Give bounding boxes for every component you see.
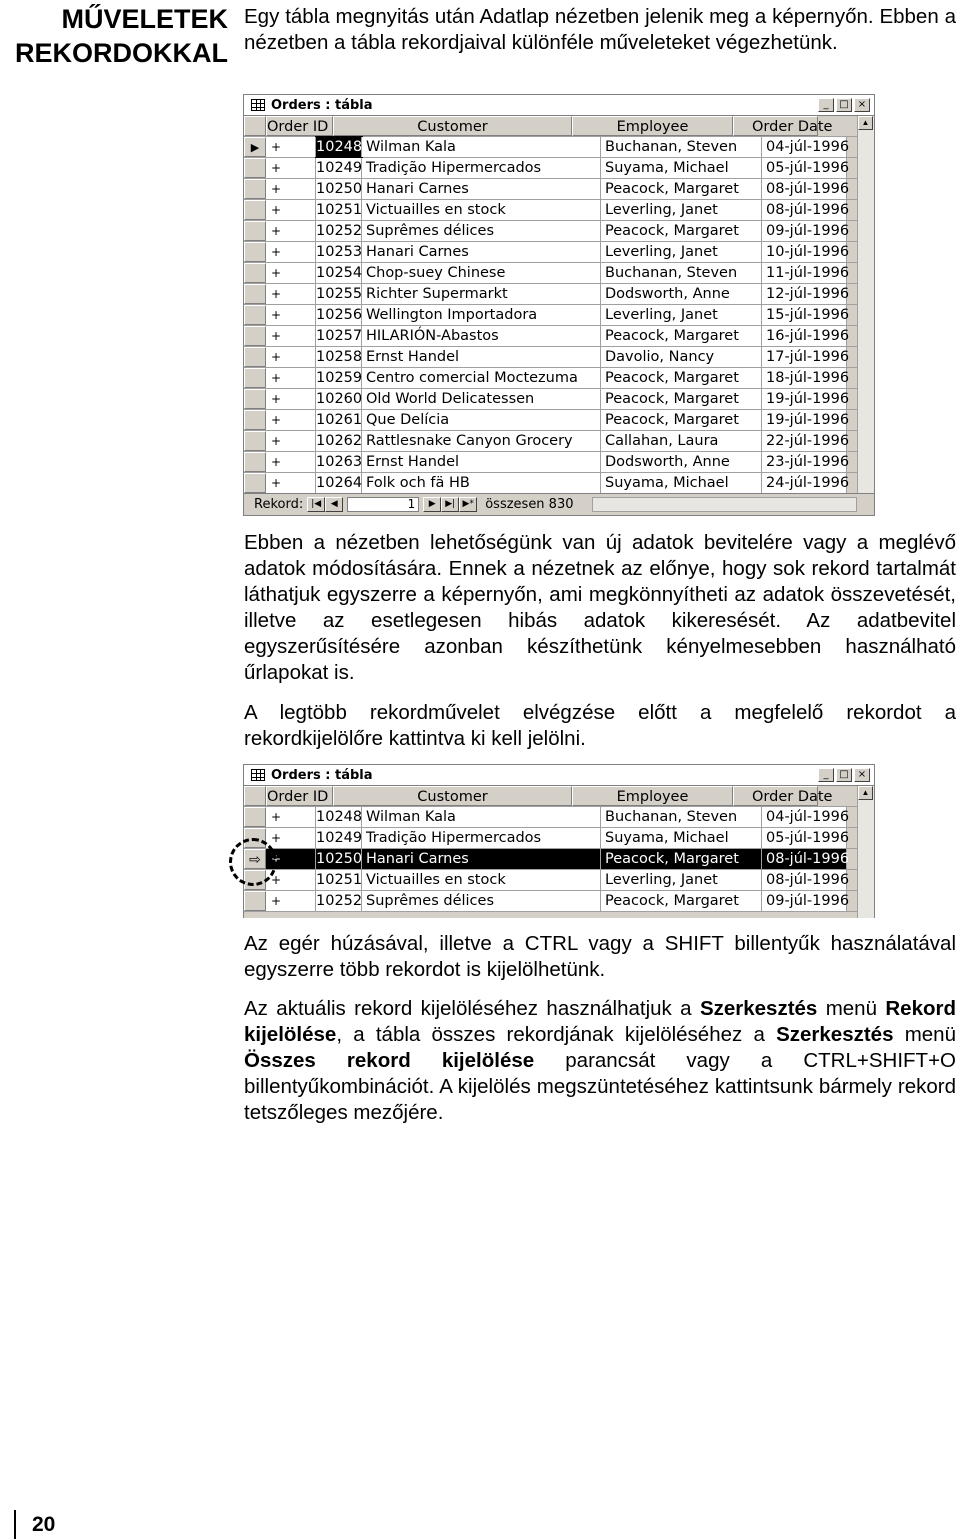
order-id-cell[interactable]: 10249 — [316, 830, 363, 846]
table-row[interactable] — [244, 263, 874, 284]
order-date-cell[interactable]: 12-júl-1996 — [762, 284, 847, 304]
record-selector-pointer-icon[interactable]: ⇨ — [244, 849, 266, 869]
order-id-cell[interactable]: 10256 — [316, 307, 363, 323]
table-row[interactable] — [244, 137, 874, 158]
customer-cell[interactable]: Chop-suey Chinese — [362, 263, 601, 283]
order-date-cell[interactable]: 17-júl-1996 — [762, 347, 847, 367]
table-row[interactable] — [244, 284, 874, 305]
record-selector[interactable] — [244, 452, 266, 472]
expand-subdatasheet-icon[interactable]: + — [266, 326, 316, 346]
window-title: Orders : tábla — [271, 97, 373, 113]
order-date-cell[interactable]: 19-júl-1996 — [762, 389, 847, 409]
record-selector[interactable] — [244, 368, 266, 388]
expand-subdatasheet-icon[interactable]: + — [266, 389, 316, 409]
record-selector[interactable] — [244, 389, 266, 409]
menu-commands-paragraph — [244, 996, 956, 1126]
column-header-order-id[interactable]: Order ID — [266, 116, 333, 136]
record-selector[interactable] — [244, 431, 266, 451]
employee-cell[interactable]: Buchanan, Steven — [601, 263, 762, 283]
order-date-cell[interactable]: 08-júl-1996 — [762, 870, 847, 890]
employee-cell[interactable]: Suyama, Michael — [601, 158, 762, 178]
scroll-up-icon[interactable]: ▲ — [858, 786, 873, 800]
table-row[interactable] — [244, 347, 874, 368]
customer-cell[interactable]: Rattlesnake Canyon Grocery — [362, 431, 601, 451]
order-id-cell[interactable]: 10260 — [316, 391, 363, 407]
order-date-cell[interactable]: 08-júl-1996 — [762, 849, 847, 869]
order-date-cell[interactable]: 18-júl-1996 — [762, 368, 847, 388]
expand-subdatasheet-icon[interactable]: + — [266, 242, 316, 262]
employee-cell[interactable]: Peacock, Margaret — [601, 179, 762, 199]
order-date-cell[interactable]: 08-júl-1996 — [762, 179, 847, 199]
table-row[interactable] — [244, 870, 874, 891]
employee-cell[interactable]: Leverling, Janet — [601, 200, 762, 220]
expand-subdatasheet-icon[interactable]: + — [266, 179, 316, 199]
previous-record-icon[interactable]: ◀ — [325, 497, 343, 512]
minimize-button[interactable]: _ — [818, 768, 834, 782]
order-id-cell[interactable]: 10248 — [316, 139, 363, 155]
order-id-cell[interactable]: 10257 — [316, 328, 363, 344]
order-id-cell[interactable]: 10253 — [316, 244, 363, 260]
customer-cell[interactable]: Ernst Handel — [362, 347, 601, 367]
chapter-title — [0, 2, 228, 70]
text-span: menü — [817, 997, 886, 1020]
employee-cell[interactable]: Peacock, Margaret — [601, 326, 762, 346]
header-row — [244, 116, 874, 137]
expand-subdatasheet-icon[interactable]: + — [266, 305, 316, 325]
orders-table-window — [243, 94, 875, 516]
record-selector[interactable] — [244, 179, 266, 199]
first-record-icon[interactable]: |◀ — [307, 497, 325, 512]
minimize-button[interactable]: _ — [818, 98, 834, 112]
table-icon — [251, 99, 265, 111]
column-header-customer[interactable]: Customer — [333, 116, 572, 136]
vertical-scrollbar[interactable] — [857, 786, 874, 918]
customer-cell[interactable]: Old World Delicatessen — [362, 389, 601, 409]
customer-cell[interactable]: Hanari Carnes — [362, 242, 601, 262]
order-id-cell[interactable]: 10251 — [316, 872, 363, 888]
window-titlebar — [244, 95, 874, 116]
expand-subdatasheet-icon[interactable]: + — [266, 807, 316, 827]
customer-cell[interactable]: Hanari Carnes — [362, 179, 601, 199]
datasheet-paragraph: Ebben a nézetben lehetőségünk van új adatok bevitelére vagy a meglévő adatok módosítására. Ennek a nézetnek az előnye, hogy sok rekord tartalmát láthatjuk egyszerre a képernyőn, ami megkönnyítheti az adatok összevetését, illetve az esetlegesen hibás adatok kikeresését. Az adatbevitel egyszerűsítésére azonban készíthetünk kényelmesebben használható űrlapokat is. — [244, 531, 956, 684]
customer-cell[interactable]: Hanari Carnes — [362, 849, 601, 869]
close-button[interactable]: × — [854, 768, 870, 782]
expand-subdatasheet-icon[interactable]: + — [266, 284, 316, 304]
expand-subdatasheet-icon[interactable]: + — [266, 870, 316, 890]
customer-cell[interactable]: Wilman Kala — [362, 137, 601, 157]
customer-cell[interactable]: Folk och fä HB — [362, 473, 601, 493]
order-date-cell[interactable]: 15-júl-1996 — [762, 305, 847, 325]
customer-cell[interactable]: Tradição Hipermercados — [362, 828, 601, 848]
order-date-cell[interactable]: 23-júl-1996 — [762, 452, 847, 472]
select-all-corner[interactable] — [244, 786, 266, 806]
order-id-cell[interactable]: 10250 — [316, 851, 363, 867]
select-all-corner[interactable] — [244, 116, 266, 136]
page-number: 20 — [14, 1510, 64, 1539]
employee-cell[interactable]: Peacock, Margaret — [601, 891, 762, 911]
order-date-cell[interactable]: 16-júl-1996 — [762, 326, 847, 346]
column-header-order-date[interactable]: Order Date — [733, 786, 818, 806]
expand-subdatasheet-icon[interactable]: + — [266, 200, 316, 220]
order-id-cell[interactable]: 10262 — [316, 433, 363, 449]
table-row[interactable] — [244, 326, 874, 347]
new-record-icon[interactable]: ▶* — [459, 497, 477, 512]
order-date-cell[interactable]: 08-júl-1996 — [762, 200, 847, 220]
expand-subdatasheet-icon[interactable]: + — [266, 452, 316, 472]
customer-cell[interactable]: Centro comercial Moctezuma — [362, 368, 601, 388]
order-date-cell[interactable]: 22-júl-1996 — [762, 431, 847, 451]
column-header-employee[interactable]: Employee — [572, 116, 733, 136]
next-record-icon[interactable]: ▶ — [423, 497, 441, 512]
order-id-cell[interactable]: 10254 — [316, 265, 363, 281]
header-row — [244, 786, 874, 807]
customer-cell[interactable]: Suprêmes délices — [362, 891, 601, 911]
customer-cell[interactable]: Que Delícia — [362, 410, 601, 430]
vertical-scrollbar[interactable] — [857, 116, 874, 515]
record-total: összesen 830 — [485, 497, 574, 512]
window-titlebar — [244, 765, 874, 786]
order-date-cell[interactable]: 09-júl-1996 — [762, 891, 847, 911]
current-record-arrow-icon[interactable]: ▶ — [244, 137, 266, 157]
chapter-title-line2: REKORDOKKAL — [15, 38, 228, 68]
customer-cell[interactable]: Victuailles en stock — [362, 200, 601, 220]
expand-subdatasheet-icon[interactable]: + — [266, 221, 316, 241]
close-button[interactable]: × — [854, 98, 870, 112]
record-selector[interactable] — [244, 263, 266, 283]
customer-cell[interactable]: Richter Supermarkt — [362, 284, 601, 304]
employee-cell[interactable]: Davolio, Nancy — [601, 347, 762, 367]
multi-select-paragraph: Az egér húzásával, illetve a CTRL vagy a SHIFT billentyűk használatával egyszerre több rekordot is kijelölhetünk. — [244, 932, 956, 981]
expand-subdatasheet-icon[interactable]: + — [266, 473, 316, 493]
chapter-title-line1: MŰVELETEK — [61, 4, 228, 34]
table-row[interactable] — [244, 410, 874, 431]
employee-cell[interactable]: Leverling, Janet — [601, 305, 762, 325]
window-title: Orders : tábla — [271, 767, 373, 783]
record-selector[interactable] — [244, 221, 266, 241]
expand-subdatasheet-icon[interactable]: + — [266, 828, 316, 848]
table-row[interactable] — [244, 305, 874, 326]
expand-subdatasheet-icon[interactable]: + — [266, 137, 316, 157]
expand-subdatasheet-icon[interactable]: + — [266, 347, 316, 367]
record-selector[interactable] — [244, 158, 266, 178]
table-row[interactable] — [244, 179, 874, 200]
employee-cell[interactable]: Peacock, Margaret — [601, 221, 762, 241]
customer-cell[interactable]: Suprêmes délices — [362, 221, 601, 241]
text-span: , a tábla összes rekordjának kijelöléséhez a — [336, 1023, 777, 1046]
order-id-cell[interactable]: 10259 — [316, 370, 363, 386]
order-id-cell[interactable]: 10252 — [316, 893, 363, 909]
employee-cell[interactable]: Dodsworth, Anne — [601, 284, 762, 304]
employee-cell[interactable]: Peacock, Margaret — [601, 389, 762, 409]
expand-subdatasheet-icon[interactable]: + — [266, 891, 316, 911]
text-span: parancsát vagy a CTRL+SHIFT+O billentyűkombinációt. A kijelölés megszüntetéséhez kattintsunk bármely rekord tetszőleges mezőjére. — [244, 1049, 956, 1124]
employee-cell[interactable]: Callahan, Laura — [601, 431, 762, 451]
record-number-input[interactable]: 1 — [347, 497, 419, 512]
order-id-cell[interactable]: 10249 — [316, 160, 363, 176]
last-record-icon[interactable]: ▶| — [441, 497, 459, 512]
table-row[interactable] — [244, 807, 874, 828]
record-selector[interactable] — [244, 326, 266, 346]
order-date-cell[interactable]: 04-júl-1996 — [762, 807, 847, 827]
table-row[interactable] — [244, 891, 874, 912]
text-span: menü — [893, 1023, 956, 1046]
expand-subdatasheet-icon[interactable]: + — [266, 368, 316, 388]
order-date-cell[interactable]: 10-júl-1996 — [762, 242, 847, 262]
record-selector[interactable] — [244, 807, 266, 827]
order-date-cell[interactable]: 09-júl-1996 — [762, 221, 847, 241]
expand-subdatasheet-icon[interactable]: + — [266, 410, 316, 430]
order-date-cell[interactable]: 05-júl-1996 — [762, 828, 847, 848]
order-id-cell[interactable]: 10264 — [316, 475, 363, 491]
menu-name-bold: Szerkesztés — [699, 997, 818, 1020]
table-row[interactable] — [244, 221, 874, 242]
expand-subdatasheet-icon[interactable]: + — [266, 263, 316, 283]
order-id-cell[interactable]: 10258 — [316, 349, 363, 365]
order-date-cell[interactable]: 19-júl-1996 — [762, 410, 847, 430]
table-row[interactable] — [244, 452, 874, 473]
employee-cell[interactable]: Buchanan, Steven — [601, 807, 762, 827]
order-id-cell[interactable]: 10248 — [316, 809, 363, 825]
customer-cell[interactable]: Tradição Hipermercados — [362, 158, 601, 178]
customer-cell[interactable]: Wilman Kala — [362, 807, 601, 827]
customer-cell[interactable]: HILARIÓN-Abastos — [362, 326, 601, 346]
record-selector[interactable] — [244, 242, 266, 262]
table-row[interactable] — [244, 368, 874, 389]
selection-paragraph: A legtöbb rekordművelet elvégzése előtt a megfelelő rekordot a rekordkijelölőre kattintva ki kell jelölni. — [244, 701, 956, 750]
employee-cell[interactable]: Suyama, Michael — [601, 828, 762, 848]
customer-cell[interactable]: Wellington Importadora — [362, 305, 601, 325]
table-row[interactable] — [244, 200, 874, 221]
employee-cell[interactable]: Peacock, Margaret — [601, 368, 762, 388]
command-name-bold: Összes rekord kijelölése — [244, 1049, 535, 1072]
order-id-cell[interactable]: 10255 — [316, 286, 363, 302]
employee-cell[interactable]: Peacock, Margaret — [601, 849, 762, 869]
employee-cell[interactable]: Buchanan, Steven — [601, 137, 762, 157]
record-selector[interactable] — [244, 305, 266, 325]
orders-table-window-selection — [243, 764, 875, 918]
customer-cell[interactable]: Ernst Handel — [362, 452, 601, 472]
text-span: Az aktuális rekord kijelöléséhez használhatjuk a — [244, 997, 700, 1020]
maximize-button[interactable]: □ — [836, 768, 852, 782]
order-id-cell[interactable]: 10261 — [316, 412, 363, 428]
table-row[interactable] — [244, 158, 874, 179]
expand-subdatasheet-icon[interactable]: + — [266, 431, 316, 451]
table-row[interactable] — [244, 242, 874, 263]
column-header-customer[interactable]: Customer — [333, 786, 572, 806]
employee-cell[interactable]: Suyama, Michael — [601, 473, 762, 493]
order-date-cell[interactable]: 05-júl-1996 — [762, 158, 847, 178]
order-id-cell[interactable]: 10252 — [316, 223, 363, 239]
record-selector[interactable] — [244, 473, 266, 493]
record-label: Rekord: — [254, 497, 304, 512]
table-row[interactable] — [244, 828, 874, 849]
employee-cell[interactable]: Leverling, Janet — [601, 870, 762, 890]
datasheet-grid — [244, 116, 874, 494]
employee-cell[interactable]: Leverling, Janet — [601, 242, 762, 262]
horizontal-scrollbar[interactable] — [592, 497, 858, 512]
customer-cell[interactable]: Victuailles en stock — [362, 870, 601, 890]
maximize-button[interactable]: □ — [836, 98, 852, 112]
record-selector[interactable] — [244, 410, 266, 430]
column-header-employee[interactable]: Employee — [572, 786, 733, 806]
record-selector-highlight-circle — [229, 838, 277, 886]
order-id-cell[interactable]: 10251 — [316, 202, 363, 218]
expand-subdatasheet-icon[interactable]: + — [266, 849, 316, 869]
datasheet-grid — [244, 786, 874, 912]
table-row[interactable] — [244, 849, 874, 870]
order-id-cell[interactable]: 10263 — [316, 454, 363, 470]
record-selector[interactable] — [244, 891, 266, 911]
command-name-bold: Rekord kijelölése — [244, 997, 956, 1046]
record-selector[interactable] — [244, 284, 266, 304]
expand-subdatasheet-icon[interactable]: + — [266, 158, 316, 178]
order-date-cell[interactable]: 24-júl-1996 — [762, 473, 847, 493]
menu-name-bold: Szerkesztés — [776, 1023, 894, 1046]
column-header-order-date[interactable]: Order Date — [733, 116, 818, 136]
table-row[interactable] — [244, 431, 874, 452]
table-row[interactable] — [244, 389, 874, 410]
order-date-cell[interactable]: 04-júl-1996 — [762, 137, 847, 157]
table-icon — [251, 769, 265, 781]
employee-cell[interactable]: Dodsworth, Anne — [601, 452, 762, 472]
scroll-up-icon[interactable]: ▲ — [858, 116, 873, 130]
record-navigation-bar — [244, 493, 874, 515]
record-selector[interactable] — [244, 200, 266, 220]
record-selector[interactable] — [244, 347, 266, 367]
intro-paragraph: Egy tábla megnyitás után Adatlap nézetben jelenik meg a képernyőn. Ebben a nézetben a tábla rekordjaival különféle műveleteket végezhetünk. — [244, 5, 956, 54]
order-date-cell[interactable]: 11-júl-1996 — [762, 263, 847, 283]
order-id-cell[interactable]: 10250 — [316, 181, 363, 197]
employee-cell[interactable]: Peacock, Margaret — [601, 410, 762, 430]
table-row[interactable] — [244, 473, 874, 494]
column-header-order-id[interactable]: Order ID — [266, 786, 333, 806]
